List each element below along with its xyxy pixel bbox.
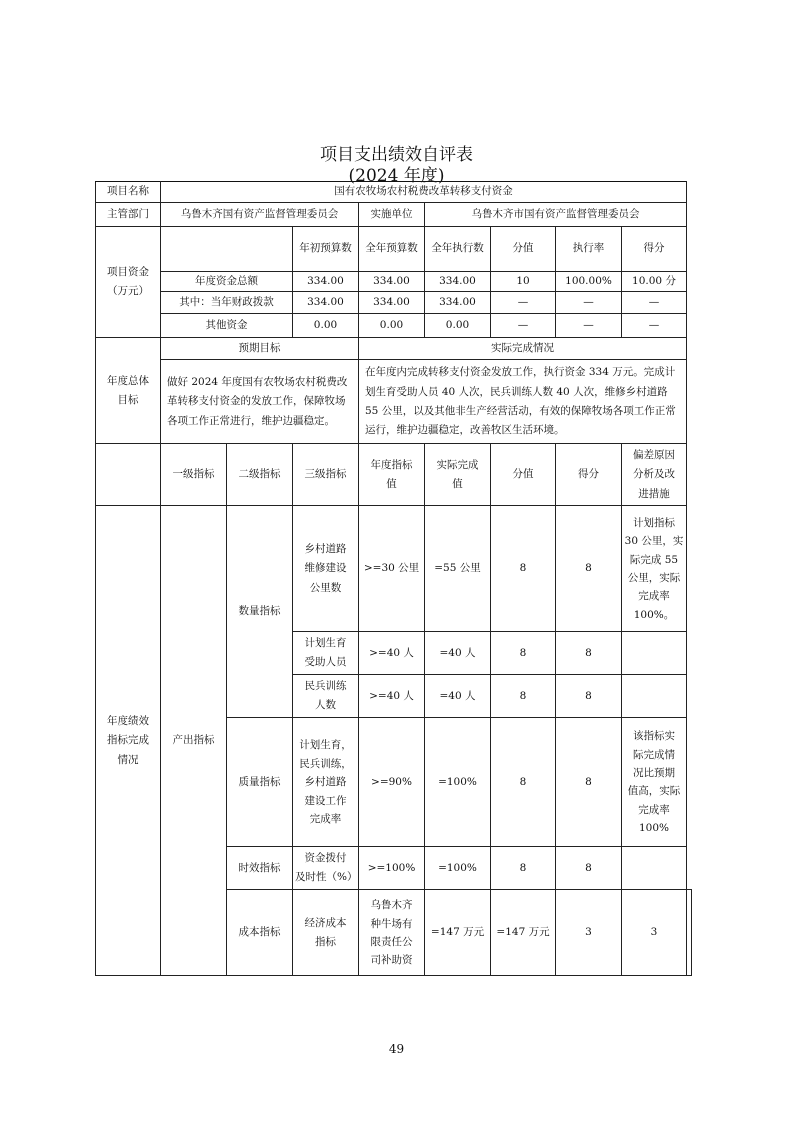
project-name-label: 项目名称 (96, 182, 161, 203)
indicator-note (622, 675, 687, 718)
indicator-name: 计划生育 受助人员 (293, 632, 359, 675)
funds-row-name: 其中：当年财政拨款 (161, 292, 293, 314)
funds-cell: 0.00 (359, 314, 425, 338)
funds-row-name: 年度资金总额 (161, 272, 293, 292)
indicator-header: 三级指标 (293, 444, 359, 506)
funds-cell: — (491, 292, 556, 314)
indicator-score-value: 8 (491, 847, 556, 890)
level2-quantity: 数量指标 (227, 506, 293, 718)
actual-goal-header: 实际完成情况 (359, 338, 687, 360)
funds-row-name: 其他资金 (161, 314, 293, 338)
funds-header: 年初预算数 (293, 227, 359, 272)
funds-cell: 334.00 (425, 292, 491, 314)
funds-header: 得分 (622, 227, 687, 272)
impl-value: 乌鲁木齐市国有资产监督管理委员会 (425, 203, 687, 227)
indicator-note: 计划指标 30 公里，实 际完成 55 公里，实际 完成率 100%。 (622, 506, 687, 632)
performance-table (95, 181, 692, 976)
funds-cell: — (622, 292, 687, 314)
indicator-note (622, 847, 687, 890)
indicator-score-value: 3 (556, 890, 622, 976)
indicator-target: >=40 人 (359, 675, 425, 718)
indicator-header: 年度指标 值 (359, 444, 425, 506)
indicator-actual: =100% (425, 847, 491, 890)
indicator-header: 实际完成 值 (425, 444, 491, 506)
funds-cell: — (622, 314, 687, 338)
indicator-target: =147 万元 (425, 890, 491, 976)
funds-cell: 0.00 (425, 314, 491, 338)
funds-cell: 100.00% (556, 272, 622, 292)
indicator-score: 8 (556, 632, 622, 675)
goals-label: 年度总体 目标 (96, 338, 161, 444)
indicator-actual: =100% (425, 718, 491, 847)
indicator-note (687, 890, 692, 976)
indicator-score: 8 (556, 718, 622, 847)
indicator-header: 一级指标 (161, 444, 227, 506)
indicator-score-value: 8 (491, 718, 556, 847)
page-number: 49 (388, 1042, 405, 1056)
funds-label: 项目资金 （万元） (96, 227, 161, 338)
indicator-name: 民兵训练 人数 (293, 675, 359, 718)
indicator-actual: =40 人 (425, 675, 491, 718)
indicator-actual: =147 万元 (491, 890, 556, 976)
indicator-score-value: 8 (491, 675, 556, 718)
page-subtitle: (2024 年度) (348, 166, 445, 186)
funds-cell: — (556, 292, 622, 314)
indicator-name: 乡村道路 维修建设 公里数 (293, 506, 359, 632)
funds-cell: 10.00 分 (622, 272, 687, 292)
funds-cell: 334.00 (293, 292, 359, 314)
funds-cell: 0.00 (293, 314, 359, 338)
indicator-actual: =55 公里 (425, 506, 491, 632)
dept-value: 乌鲁木齐国有资产监督管理委员会 (161, 203, 359, 227)
funds-cell: 10 (491, 272, 556, 292)
indicator-header: 偏差原因 分析及改 进措施 (622, 444, 687, 506)
indicator-header-blank (96, 444, 161, 506)
indicators-label: 年度绩效 指标完成 情况 (96, 506, 161, 976)
indicator-header: 分值 (491, 444, 556, 506)
funds-header-blank (161, 227, 293, 272)
indicator-header: 二级指标 (227, 444, 293, 506)
funds-header: 全年执行数 (425, 227, 491, 272)
indicator-score: 8 (556, 506, 622, 632)
indicator-score: 8 (556, 675, 622, 718)
funds-cell: 334.00 (425, 272, 491, 292)
indicator-name: 资金拨付 及时性（%） (293, 847, 359, 890)
indicator-note (622, 632, 687, 675)
indicator-score-value: 8 (491, 506, 556, 632)
expected-goal-text: 做好 2024 年度国有农牧场农村税费改革转移支付资金的发放工作，保障牧场各项工作正常进行，维护边疆稳定。 (161, 360, 359, 444)
funds-cell: — (556, 314, 622, 338)
expected-goal-header: 预期目标 (161, 338, 359, 360)
funds-cell: 334.00 (293, 272, 359, 292)
indicator-header: 得分 (556, 444, 622, 506)
indicator-target: >=100% (359, 847, 425, 890)
indicator-target: >=30 公里 (359, 506, 425, 632)
impl-label: 实施单位 (359, 203, 425, 227)
indicator-score: 3 (622, 890, 687, 976)
funds-cell: 334.00 (359, 292, 425, 314)
indicator-note: 该指标实 际完成情 况比预期 值高，实际 完成率 100% (622, 718, 687, 847)
level2-quality: 质量指标 (227, 718, 293, 847)
indicator-target: >=40 人 (359, 632, 425, 675)
funds-cell: 334.00 (359, 272, 425, 292)
funds-header: 全年预算数 (359, 227, 425, 272)
funds-header: 执行率 (556, 227, 622, 272)
indicator-score-value: 8 (491, 632, 556, 675)
project-name: 国有农牧场农村税费改革转移支付资金 (161, 182, 687, 203)
level1-cost: 成本指标 (227, 890, 293, 976)
indicator-name: 计划生育， 民兵训练， 乡村道路 建设工作 完成率 (293, 718, 359, 847)
level1-output: 产出指标 (161, 506, 227, 976)
indicator-name: 乌鲁木齐 种牛场有 限责任公 司补助资 (359, 890, 425, 976)
indicator-actual: =40 人 (425, 632, 491, 675)
funds-cell: — (491, 314, 556, 338)
indicator-target: >=90% (359, 718, 425, 847)
level2-econ: 经济成本 指标 (293, 890, 359, 976)
level2-timeliness: 时效指标 (227, 847, 293, 890)
indicator-score: 8 (556, 847, 622, 890)
page-title: 项目支出绩效自评表 (320, 145, 473, 165)
funds-header: 分值 (491, 227, 556, 272)
actual-goal-text: 在年度内完成转移支付资金发放工作，执行资金 334 万元。完成计划生育受助人员 40 人次，民兵训练人数 40 人次，维修乡村道路 55 公里，以及其他非生产经营活动，有效的保障牧场各项工作正常运行，维护边疆稳定，改善牧区生活环境。 (359, 360, 687, 444)
dept-label: 主管部门 (96, 203, 161, 227)
